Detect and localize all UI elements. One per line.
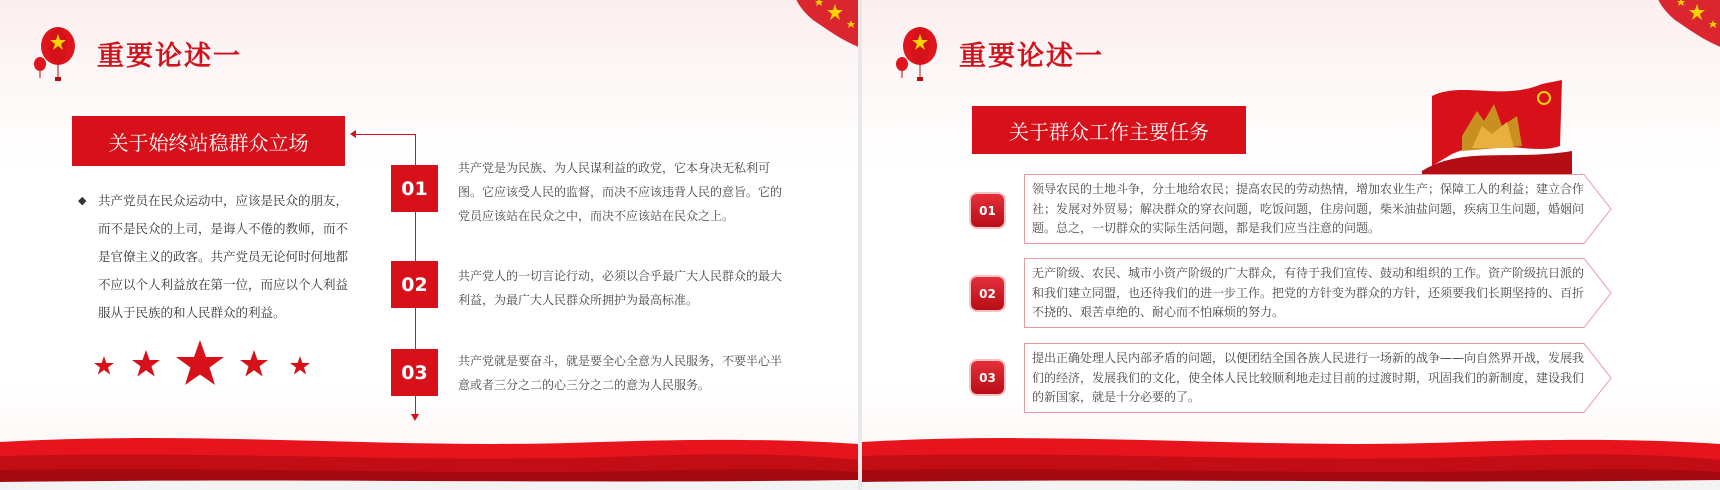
item-number-badge: 01 [971,194,1004,227]
item-number-badge: 02 [391,261,438,308]
balloon-icon [894,26,940,82]
item-text: 共产党就是要奋斗，就是要全心全意为人民服务，不要半心半意或者三分之二的心三分之二的意为人民服务。 [458,354,783,392]
description-block [78,187,348,327]
item-number-badge: 03 [971,361,1004,394]
section-banner: 关于群众工作主要任务 [972,106,1246,154]
item-card [1024,343,1612,413]
item-number-badge: 02 [971,277,1004,310]
slide-right [862,0,1720,490]
section-banner: 关于始终站稳群众立场 [72,116,345,166]
flag-corner-decoration [1635,0,1720,55]
item-number-badge: 01 [391,165,438,212]
item-text: 共产党人的一切言论行动，必须以合乎最广大人民群众的最大利益，为最广大人民群众所拥护为最高标准。 [458,269,783,307]
item-card [1024,174,1612,244]
item-number-badge: 03 [391,349,438,396]
diamond-bullet-icon: ◆ [78,194,87,207]
flag-corner-decoration [773,0,858,55]
item-text: 提出正确处理人民内部矛盾的问题，以便团结全国各族人民进行一场新的战争——向自然界开战，发展我们的经济，发展我们的文化，使全体人民比较顺利地走过目前的过渡时期，巩固我们的新制度，建设我们的新国家，就是十分必要的了。 [1032,351,1585,404]
item-text: 无产阶级、农民、城市小资产阶级的广大群众，有待于我们宣传、鼓动和组织的工作。资产阶级抗日派的和我们建立同盟，也还待我们的进一步工作。把党的方针变为群众的方针，还须要我们长期坚持的、百折不挠的、艰苦卓绝的、耐心而不怕麻烦的努力。 [1032,266,1585,319]
slide-left [0,0,858,490]
bottom-wave-decoration [0,420,858,490]
page-title: 重要论述一 [97,41,242,72]
connector-line [354,134,416,135]
bottom-wave-decoration [862,420,1720,490]
stars-decoration [90,340,320,400]
description-text: 共产党员在民众运动中，应该是民众的朋友，而不是民众的上司，是诲人不倦的教师，而不是官僚主义的政客。共产党员无论何时何地都不应以个人利益放在第一位，而应以个人利益服从于民族的和人民群众的利益。 [98,193,349,320]
page-title: 重要论述一 [959,41,1104,72]
item-text: 领导农民的土地斗争，分土地给农民；提高农民的劳动热情，增加农业生产；保障工人的利益；建立合作社；发展对外贸易；解决群众的穿衣问题，吃饭问题，住房问题，柴米油盐问题，疾病卫生问题，婚姻问题。总之，一切群众的实际生活问题，都是我们应当注意的问题。 [1032,182,1585,235]
item-card [1024,258,1612,328]
party-flag-decoration [1422,76,1572,184]
item-text: 共产党是为民族、为人民谋利益的政党，它本身决无私利可图。它应该受人民的监督，而决不应该违背人民的意旨。它的党员应该站在民众之中，而决不应该站在民众之上。 [458,161,783,223]
balloon-icon [32,26,78,82]
